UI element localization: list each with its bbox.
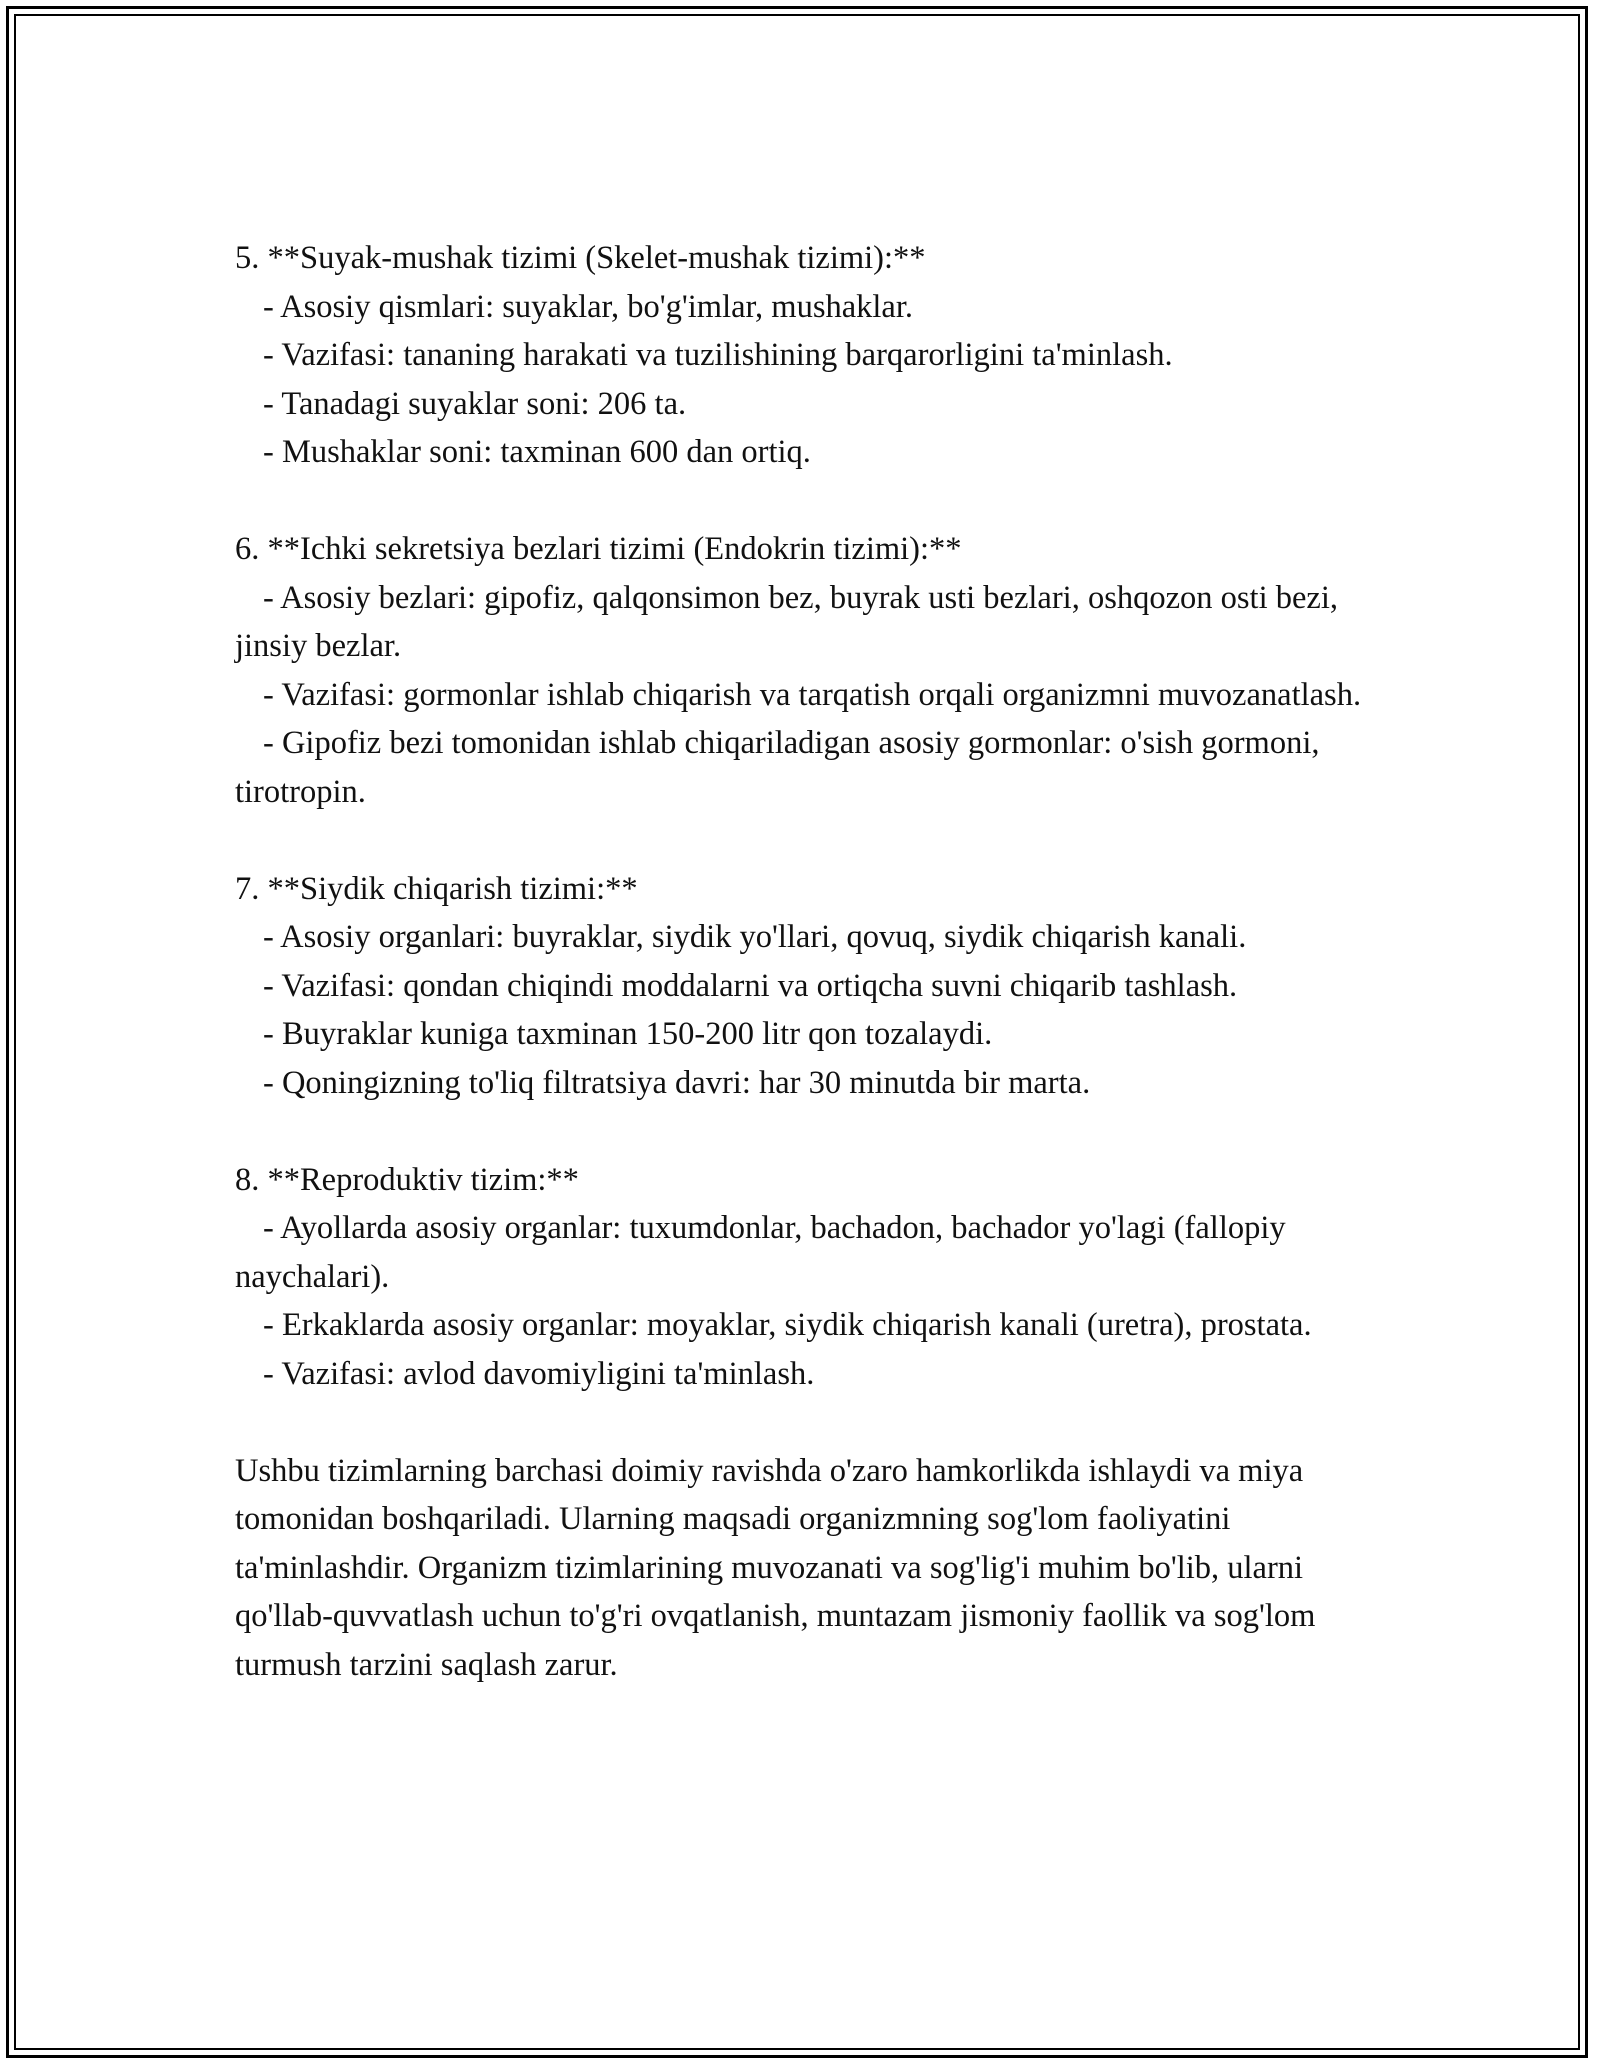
section-heading: 5. **Suyak-mushak tizimi (Skelet-mushak tizimi):** <box>235 240 926 276</box>
list-item <box>235 331 1385 380</box>
list-item <box>235 671 1385 720</box>
list-item <box>235 719 1385 816</box>
list-item-text: - Tanadagi suyaklar soni: 206 ta. <box>263 385 687 422</box>
list-item-text: - Vazifasi: avlod davomiyligini ta'minlash. <box>263 1355 815 1392</box>
list-item <box>235 283 1385 332</box>
list-item-text: - Vazifasi: gormonlar ishlab chiqarish va tarqatish orqali organizmni muvozanatlash. <box>263 676 1362 713</box>
section-heading: 6. **Ichki sekretsiya bezlari tizimi (Endokrin tizimi):** <box>235 531 962 567</box>
list-item <box>235 913 1385 962</box>
list-item-text: - Asosiy organlari: buyraklar, siydik yo'llari, qovuq, siydik chiqarish kanali. <box>263 919 1247 955</box>
list-item-text: - Gipofiz bezi tomonidan ishlab chiqariladigan asosiy gormonlar: o'sish gormoni, tirotropin. <box>235 725 1320 810</box>
list-item <box>235 962 1385 1011</box>
list-item-text: - Buyraklar kuniga taxminan 150-200 litr qon tozalaydi. <box>263 1016 993 1052</box>
section-reproductive-system <box>235 1156 1385 1399</box>
list-item-text: - Asosiy bezlari: gipofiz, qalqonsimon bez, buyrak usti bezlari, oshqozon osti bezi, jinsiy bezlar. <box>235 579 1338 664</box>
list-item <box>235 428 1385 477</box>
list-item-text: - Vazifasi: qondan chiqindi moddalarni va ortiqcha suvni chiqarib tashlash. <box>263 967 1238 1004</box>
list-item <box>235 1010 1385 1059</box>
list-item-text: - Erkaklarda asosiy organlar: moyaklar, siydik chiqarish kanali (uretra), prostata. <box>263 1307 1312 1343</box>
list-item-text: - Qoningizning to'liq filtratsiya davri: har 30 minutda bir marta. <box>263 1064 1091 1101</box>
section-endocrine-system <box>235 525 1385 816</box>
list-item <box>235 1059 1385 1108</box>
document-body <box>235 234 1385 1689</box>
list-item <box>235 1350 1385 1399</box>
list-item-text: - Mushaklar soni: taxminan 600 dan ortiq. <box>263 434 811 470</box>
list-item-text: - Vazifasi: tananing harakati va tuzilishining barqarorligini ta'minlash. <box>263 337 1173 373</box>
section-urinary-system <box>235 865 1385 1108</box>
list-item <box>235 574 1385 671</box>
list-item-text: - Ayollarda asosiy organlar: tuxumdonlar, bachadon, bachador yo'lagi (fallopiy naychalari). <box>235 1210 1286 1295</box>
closing-paragraph: Ushbu tizimlarning barchasi doimiy ravishda o'zaro hamkorlikda ishlaydi va miya tomonidan boshqariladi. Ularning maqsadi organizmning sog'lom faoliyatini ta'minlashdir. Organizm tizimlarining muvozanati va sog'lig'i muhim bo'lib, ularni qo'llab-quvvatlash uchun to'g'ri ovqatlanish, muntazam jismoniy faollik va sog'lom turmush tarzini saqlash zarur. <box>235 1452 1316 1683</box>
list-item <box>235 1301 1385 1350</box>
list-item <box>235 380 1385 429</box>
section-heading: 8. **Reproduktiv tizim:** <box>235 1161 579 1198</box>
list-item <box>235 1204 1385 1301</box>
list-item-text: - Asosiy qismlari: suyaklar, bo'g'imlar, mushaklar. <box>263 288 913 325</box>
section-heading: 7. **Siydik chiqarish tizimi:** <box>235 870 638 907</box>
section-skeletal-system <box>235 234 1385 477</box>
